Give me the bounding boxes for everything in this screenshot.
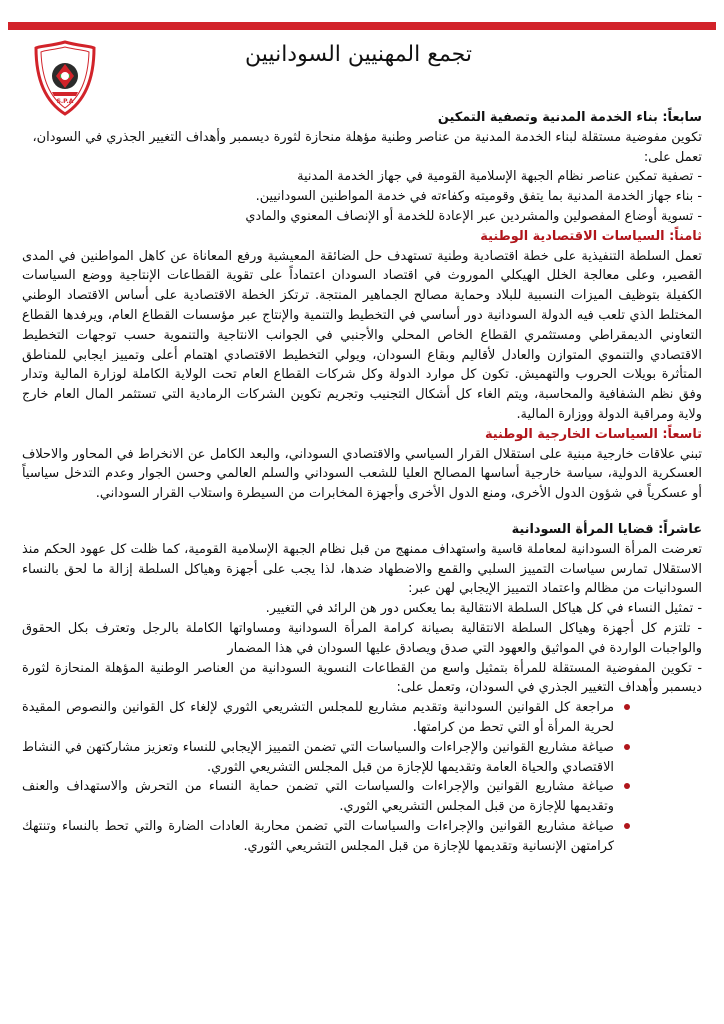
list-line: - تكوين المفوضية المستقلة للمرأة بتمثيل واسع من القطاعات النسوية السودانية من العناصر الوطنية المؤهلة المنحازة لثورة ديسمبر وأهداف التغيير الجذري في السودان، وتعمل على: bbox=[22, 660, 702, 696]
section-heading: ثامناً: السياسات الاقتصادية الوطنية bbox=[480, 228, 702, 244]
page-header bbox=[0, 32, 724, 105]
top-accent-bar bbox=[0, 0, 724, 30]
section-spacer bbox=[22, 504, 702, 520]
svg-text:S.P.A: S.P.A bbox=[56, 98, 74, 105]
logo-svg bbox=[34, 40, 96, 116]
bullet-dot-icon bbox=[624, 704, 630, 710]
list-item-text: صياغة مشاريع القوانين والإجراءات والسياسات التي تضمن التمييز الإيجابي للنساء وتعزيز مشاركتهن في النشاط الاقتصادي والحياة العامة وتقديمها للإجازة من قبل المجلس التشريعي الثوري. bbox=[22, 739, 614, 775]
list-line: - تلتزم كل أجهزة وهياكل السلطة الانتقالية بصيانة كرامة المرأة السودانية ومساواتها الكاملة بالرجل وتعترف بكل الحقوق والواجبات الواردة في المواثيق والعهود التي صدق ويصادق عليها السودان في هذا المضمار bbox=[22, 620, 702, 656]
list-item bbox=[22, 777, 614, 817]
list-item-text: صياغة مشاريع القوانين والإجراءات والسياسات التي تضمن محاربة العادات الضارة والتي تحط بالنساء وتنتهك كرامتهن الإنسانية وتقديمها للإجازة من قبل المجلس التشريعي الثوري. bbox=[22, 818, 614, 854]
paragraph-line: تكوين مفوضية مستقلة لبناء الخدمة المدنية من عناصر وطنية مؤهلة منحازة لثورة ديسمبر وأهداف التغيير الجذري في السودان، bbox=[32, 129, 702, 145]
paragraph-line: تعمل على: bbox=[643, 149, 702, 165]
list-line: - تسوية أوضاع المفصولين والمشردين عبر الإعادة للخدمة أو الإنصاف المعنوي والمادي bbox=[245, 208, 702, 224]
list-item bbox=[22, 738, 614, 778]
bullet-list bbox=[22, 698, 702, 856]
page-title: تجمع المهنيين السودانيين bbox=[245, 42, 472, 67]
section-heading: تاسعاً: السياسات الخارجية الوطنية bbox=[484, 426, 702, 442]
bullet-dot-icon bbox=[624, 823, 630, 829]
section-heading: عاشراً: قضايا المرأة السودانية bbox=[511, 521, 702, 537]
bullet-dot-icon bbox=[624, 783, 630, 789]
section-foreign-policy bbox=[22, 425, 702, 504]
section-civil-service bbox=[22, 108, 702, 227]
list-line: - تمثيل النساء في كل هياكل السلطة الانتقالية بما يعكس دور هن الرائد في التغيير. bbox=[265, 601, 702, 617]
list-line: - تصفية تمكين عناصر نظام الجبهة الإسلامية القومية في جهاز الخدمة المدنية bbox=[297, 169, 702, 185]
paragraph: تعمل السلطة التنفيذية على خطة اقتصادية وطنية تستهدف حل الضائقة المعيشية ورفع المعاناة عن كاهل المواطنين في المدى القصير، وعلى معالجة الخلل الهيكلي الموروث في اقتصاد السودان اعتماداً على تقوية القطاعات الإنتاجية ووضع السياسات الكفيلة بتوظيف الميزات النسبية للبلاد وحماية مصالح الجماهير المنتجة. ترتكز الخطة الاقتصادية على أساس الاقتصاد الوطني المختلط الذي تلعب فيه الدولة السودانية دور أساسي في التخطيط والتنمية والإنتاج عبر مؤسسات القطاع العام، ويرفدها القطاع التعاوني الديمقراطي ومستثمري القطاع الخاص المحلي والأجنبي في الجوانب الانتاجية والتنموية حسب توجهات التخطيط الاقتصادي والتنموي المتوازن والعادل لأقاليم وبقاع السودان، ويولي التخطيط الاقتصادي اهتمام أعلى وتمييز ايجابي للمناطق المتأثرة بويلات الحروب والتهميش. تكون كل موارد الدولة وكل شركات القطاع العام تحت الولاية الكاملة لوزارة المالية وتدار وفق نظم الشفافية والمحاسبة، ويتم الغاء كل أشكال التجنيب وتجريم تكوين الشركات الرمادية التي تستثمر المال العام خارج ولاية ومراقبة الدولة ووزارة المالية. bbox=[22, 248, 702, 422]
bullet-dot-icon bbox=[624, 744, 630, 750]
spa-shield-logo-icon bbox=[34, 40, 96, 116]
paragraph: تبني علاقات خارجية مبنية على استقلال القرار السياسي والاقتصادي السوداني، والبعد الكامل عن الانخراط في المحاور والاحلاف العسكرية الدولية، سياسة خارجية أساسها المصالح العليا للشعب السوداني والسلم العالمي وحسن الجوار وعدم التدخل سياسياً أو عسكرياً في شؤون الدول الأخرى، ومنع الدول الأخرى وأجهزة المخابرات من السيطرة واستلاب القرار السوداني. bbox=[22, 446, 702, 502]
list-item bbox=[22, 698, 614, 738]
list-item bbox=[22, 817, 614, 857]
document-body bbox=[22, 108, 702, 1016]
top-red-stripe bbox=[8, 22, 716, 30]
list-item-text: صياغة مشاريع القوانين والإجراءات والسياسات التي تضمن حماية النساء من التحرش والاستهداف والعنف وتقديمها للإجازة من قبل المجلس التشريعي الثوري. bbox=[22, 779, 614, 815]
section-economic-policy bbox=[22, 227, 702, 425]
list-line: - بناء جهاز الخدمة المدنية بما يتفق وقوميته وكفاءته في خدمة المواطنين السودانيين. bbox=[255, 189, 702, 205]
paragraph: تعرضت المرأة السودانية لمعاملة قاسية واستهداف ممنهج من قبل نظام الجبهة الإسلامية القومية، كما ظلت كل عهود الحكم منذ الاستقلال تمارس سياسات التمييز السلبي والقمع والاضطهاد ضدها، لذا يجب على أجهزة وهياكل السلطة إزالة ما لحق بالنساء السودانيات من مظالم واعتماد التمييز الإيجابي لهن عبر: bbox=[22, 541, 702, 597]
list-item-text: مراجعة كل القوانين السودانية وتقديم مشاريع للمجلس التشريعي الثوري لإلغاء كل القوانين والنصوص المقيدة لحرية المرأة أو التي تحط من كرامتها. bbox=[22, 700, 614, 735]
section-women-issues bbox=[22, 520, 702, 857]
section-heading: سابعاً: بناء الخدمة المدنية وتصفية التمكين bbox=[437, 110, 702, 125]
